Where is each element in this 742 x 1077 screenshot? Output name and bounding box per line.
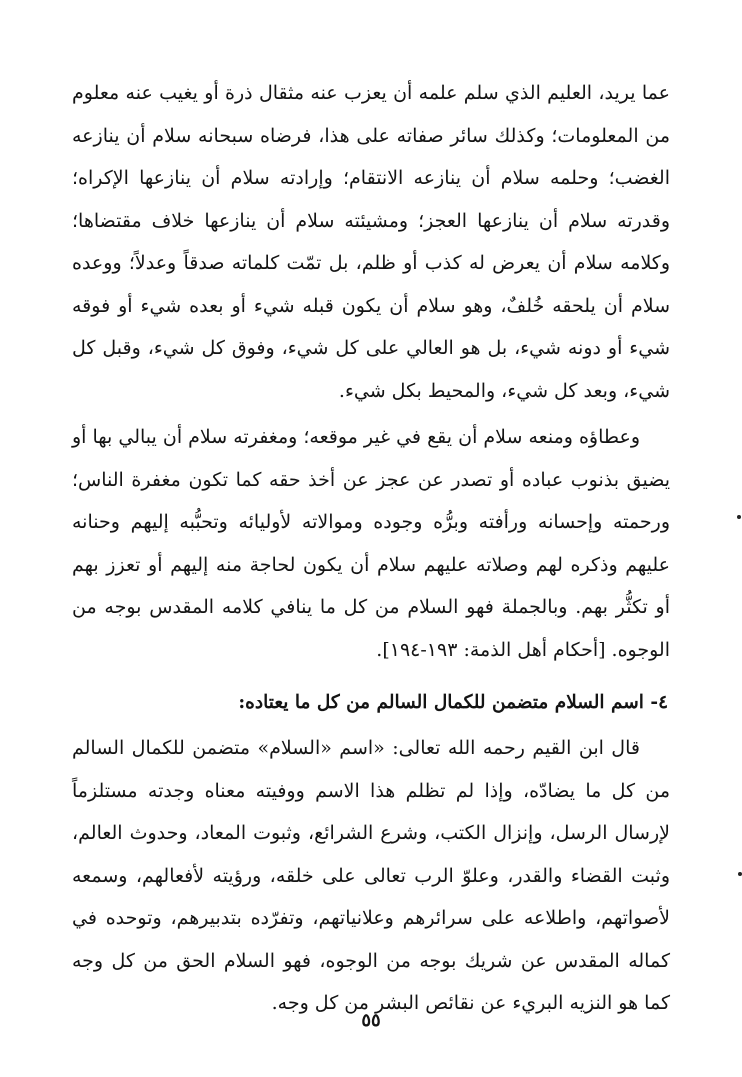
edge-mark	[738, 872, 742, 876]
body-text	[72, 72, 670, 1025]
paragraph-1: عما يريد، العليم الذي سلم علمه أن يعزب عنه مثقال ذرة أو يغيب عنه معلوم من المعلومات؛ وكذلك سائر صفاته على هذا، فرضاه سبحانه سلام أن ينازعه الغضب؛ وحلمه سلام أن ينازعه الانتقام؛ وإرادته سلام أن ينازعها الإكراه؛ وقدرته سلام أن ينازعها العجز؛ ومشيئته سلام أن ينازعها خلاف مقتضاها؛ وكلامه سلام أن يعرض له كذب أو ظلم، بل تمّت كلماته صدقاً وعدلاً؛ ووعده سلام أن يلحقه خُلفٌ، وهو سلام أن يكون قبله شيء أو بعده شيء أو فوقه شيء أو دونه شيء، بل هو العالي على كل شيء، وفوق كل شيء، وقبل كل شيء، وبعد كل شيء، والمحيط بكل شيء.	[72, 82, 670, 402]
section-heading: ٤- اسم السلام متضمن للكمال السالم من كل ما يعتاده:	[238, 692, 668, 713]
page-number: ٥٥	[361, 1010, 381, 1031]
paragraph-3: قال ابن القيم رحمه الله تعالى: «اسم «السلام» متضمن للكمال السالم من كل ما يضادّه، وإذا لم تظلم هذا الاسم ووفيته معناه وجدته مستلزماً لإرسال الرسل، وإنزال الكتب، وشرع الشرائع، وثبوت المعاد، وحدوث العالم، وثبت القضاء والقدر، وعلوّ الرب تعالى على خلقه، ورؤيته لأفعالهم، وسمعه لأصواتهم، واطلاعه على سرائرهم وعلانياتهم، وتفرّده بتدبيرهم، وتوحده في كماله المقدس عن شريك بوجه من الوجوه، فهو السلام الحق من كل وجه كما هو النزيه البريء عن نقائص البشر من كل وجه.	[72, 737, 670, 1014]
edge-mark	[737, 515, 741, 519]
paragraph-2: وعطاؤه ومنعه سلام أن يقع في غير موقعه؛ ومغفرته سلام أن يبالي بها أو يضيق بذنوب عباده أو تصدر عن عجز عن أخذ حقه كما تكون مغفرة الناس؛ ورحمته وإحسانه ورأفته وبرُّه وجوده وموالاته لأوليائه وتحبُّبه إليهم وحنانه عليهم وذكره لهم وصلاته عليهم سلام أن يكون لحاجة منه إليهم أو تعزز بهم أو تكثُّر بهم. وبالجملة فهو السلام من كل ما ينافي كلامه المقدس بوجه من الوجوه. [أحكام أهل الذمة: ١٩٣-١٩٤].	[72, 426, 670, 661]
